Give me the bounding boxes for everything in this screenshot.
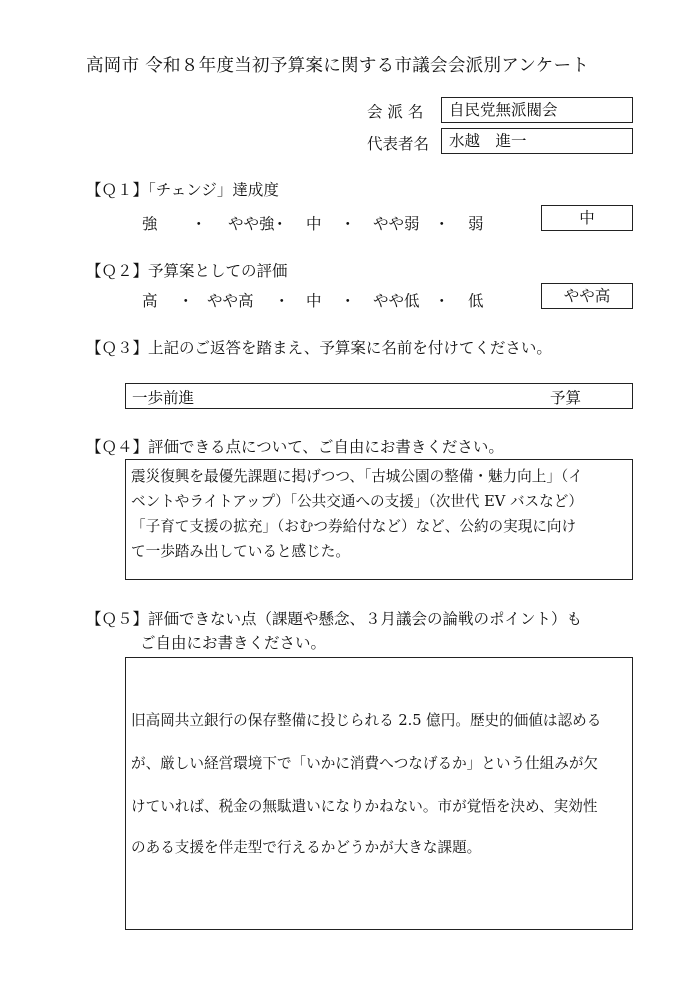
q3-answer-name: 一歩前進 [132, 389, 195, 407]
q1-label: 【Ｑ１】「チェンジ」達成度 [86, 181, 279, 199]
q5-answer-box [125, 657, 633, 930]
representative-label: 代表者名 [367, 135, 430, 153]
q4-answer-box [125, 459, 633, 580]
q1-option-separator: ・ [340, 215, 356, 233]
q2-answer: やや高 [563, 287, 611, 305]
q1-option: やや弱 [373, 215, 420, 233]
q1-answer-box [541, 205, 633, 231]
party-name-value: 自民党無派閥会 [449, 101, 558, 119]
representative-value: 水越 進一 [449, 132, 527, 150]
q2-option: やや高 [207, 292, 254, 310]
q4-label: 【Ｑ４】評価できる点について、ご自由にお書きください。 [86, 438, 504, 456]
q4-answer-line: ベントやライトアップ）「公共交通への支援」（次世代 EV バスなど） [131, 493, 583, 510]
q5-answer-line: が、厳しい経営環境下で「いかに消費へつなげるか」という仕組みが欠 [131, 755, 599, 772]
q4-answer-line: て一歩踏み出していると感じた。 [131, 543, 350, 560]
q4-answer-line: 「子育て支援の拡充」（おむつ券給付など）など、公約の実現に向け [131, 518, 577, 535]
q5-label: 【Ｑ５】評価できない点（課題や懸念、３月議会の論戦のポイント）も [86, 610, 583, 628]
q3-label: 【Ｑ３】上記のご返答を踏まえ、予算案に名前を付けてください。 [86, 339, 552, 357]
q2-option-separator: ・ [434, 292, 450, 310]
q2-option-separator: ・ [274, 292, 290, 310]
q2-option: やや低 [373, 292, 420, 310]
q1-option-separator: ・ [191, 215, 207, 233]
q2-option-separator: ・ [178, 292, 194, 310]
q3-answer-suffix: 予算 [550, 389, 582, 407]
q1-option: やや強 [228, 215, 275, 233]
q1-option: 弱 [468, 215, 484, 233]
party-name-label: 会 派 名 [367, 103, 424, 121]
q2-label: 【Ｑ２】予算案としての評価 [86, 262, 288, 280]
q2-option-separator: ・ [340, 292, 356, 310]
q2-option: 低 [468, 292, 484, 310]
q3-answer-box [125, 383, 633, 409]
q5-label-continued: ご自由にお書きください。 [140, 634, 327, 652]
q1-option: 中 [306, 215, 322, 233]
q5-answer-line: 旧高岡共立銀行の保存整備に投じられる 2.5 億円。歴史的価値は認める [131, 712, 602, 729]
page-title: 高岡市 令和８年度当初予算案に関する市議会会派別アンケート [86, 56, 590, 76]
q2-option: 中 [306, 292, 322, 310]
q2-answer-box [541, 283, 633, 309]
q1-answer: 中 [579, 209, 595, 227]
q2-option: 高 [142, 292, 158, 310]
q1-option: 強 [142, 215, 158, 233]
party-name-field [441, 97, 633, 123]
q5-answer-line: のある支援を伴走型で行えるかどうかが大きな課題。 [131, 839, 482, 856]
representative-field [441, 128, 633, 154]
q1-option-separator: ・ [272, 215, 288, 233]
q5-answer-line: けていれば、税金の無駄遣いになりかねない。市が覚悟を決め、実効性 [131, 798, 598, 815]
q1-option-separator: ・ [434, 215, 450, 233]
q4-answer-line: 震災復興を最優先課題に掲げつつ、「古城公園の整備・魅力向上」（イ [131, 468, 583, 485]
